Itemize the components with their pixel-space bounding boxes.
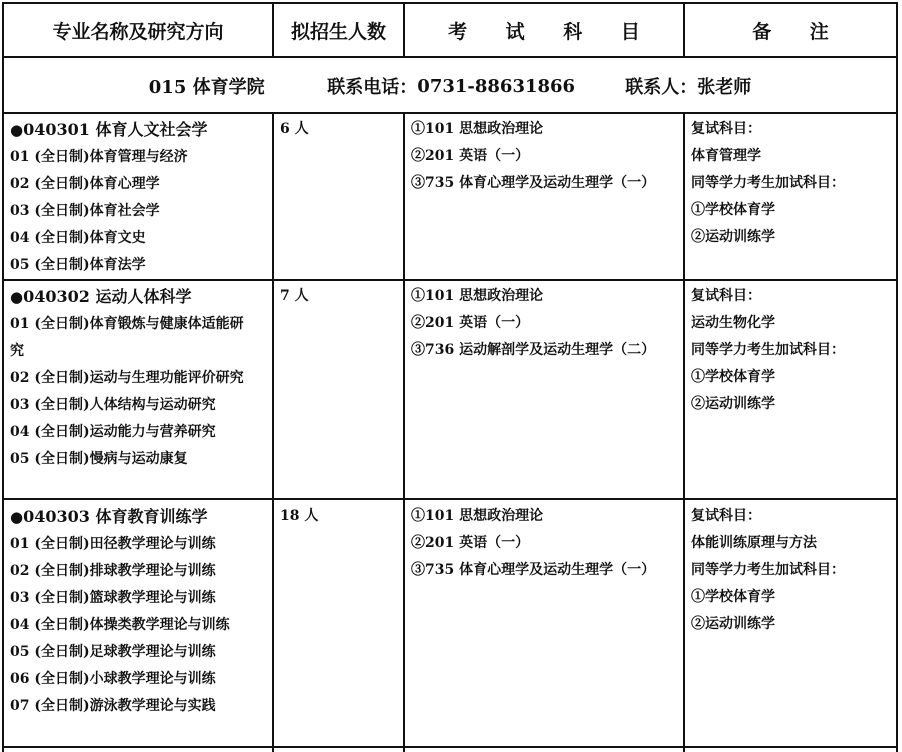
research-direction: 03 (全日制)人体结构与运动研究: [10, 397, 216, 413]
table-divider-header: [2, 56, 898, 58]
header-exam: 考 试 科 目: [448, 20, 656, 43]
quota-value: 7 人: [280, 288, 309, 304]
research-direction: 01 (全日制)体育锻炼与健康体适能研: [10, 316, 244, 332]
note-line: ②运动训练学: [691, 229, 775, 245]
research-direction: 05 (全日制)足球教学理论与训练: [10, 644, 216, 660]
note-line: 体能训练原理与方法: [691, 535, 817, 551]
contact-name: 张老师: [697, 77, 752, 98]
quota-value: 6 人: [280, 121, 309, 137]
exam-subject: ②201 英语（一）: [411, 535, 530, 551]
phone-number: 0731-88631866: [417, 75, 576, 97]
table-divider-department: [2, 112, 898, 114]
row-1-quota: [280, 116, 309, 143]
note-line: ①学校体育学: [691, 202, 775, 218]
header-major: 专业名称及研究方向: [52, 20, 224, 43]
row-3-major-title: [10, 503, 272, 531]
header-notes: 备 注: [752, 20, 845, 43]
table-border-right: [896, 2, 898, 752]
header-quota: 拟招生人数: [290, 20, 386, 43]
note-line: 复试科目：: [691, 288, 761, 304]
note-line: 同等学力考生加试科目：: [691, 562, 845, 578]
exam-subject: ②201 英语（一）: [411, 315, 530, 331]
note-line: 运动生物化学: [691, 315, 775, 331]
major-code: 040302: [23, 287, 90, 306]
exam-subject: ③735 体育心理学及运动生理学（一）: [411, 175, 656, 191]
research-direction: 02 (全日制)运动与生理功能评价研究: [10, 370, 244, 386]
exam-subject: ③736 运动解剖学及运动生理学（二）: [411, 342, 656, 358]
note-line: ①学校体育学: [691, 589, 775, 605]
column-divider-3-body: [683, 112, 685, 752]
row-1-major-title: [10, 116, 272, 144]
exam-subject: ①101 思想政治理论: [411, 508, 544, 524]
note-line: 同等学力考生加试科目：: [691, 342, 845, 358]
table-divider-row-3: [2, 746, 898, 748]
column-divider-2-body: [403, 112, 405, 752]
research-direction: 02 (全日制)体育心理学: [10, 176, 160, 192]
exam-subject: ①101 思想政治理论: [411, 121, 544, 137]
research-direction: 06 (全日制)小球教学理论与训练: [10, 671, 216, 687]
column-divider-1-body: [272, 112, 274, 752]
research-direction: 05 (全日制)体育法学: [10, 257, 146, 273]
row-2-quota: [280, 283, 309, 310]
note-line: ①学校体育学: [691, 369, 775, 385]
note-line: 复试科目：: [691, 508, 761, 524]
row-2-exam-cell: [411, 283, 655, 364]
note-line: ②运动训练学: [691, 616, 775, 632]
research-direction: 04 (全日制)体育文史: [10, 230, 146, 246]
research-direction: 04 (全日制)体操类教学理论与训练: [10, 617, 230, 633]
major-name: 体育教育训练学: [95, 507, 208, 526]
row-3-notes-cell: [691, 503, 845, 638]
exam-subject: ③735 体育心理学及运动生理学（一）: [411, 562, 656, 578]
research-direction: 03 (全日制)篮球教学理论与训练: [10, 590, 216, 606]
row-3-quota: [280, 503, 318, 530]
row-2-notes-cell: [691, 283, 845, 418]
research-direction: 03 (全日制)体育社会学: [10, 203, 160, 219]
note-line: 体育管理学: [691, 148, 761, 164]
table-divider-row-1: [2, 279, 898, 281]
research-direction: 01 (全日制)体育管理与经济: [10, 149, 188, 165]
row-1-major-cell: [10, 116, 272, 279]
note-line: 同等学力考生加试科目：: [691, 175, 845, 191]
bullet-icon: ●: [10, 508, 24, 526]
note-line: ②运动训练学: [691, 396, 775, 412]
phone-label: 联系电话：: [327, 77, 418, 98]
research-direction: 02 (全日制)排球教学理论与训练: [10, 563, 216, 579]
row-3-major-cell: [10, 503, 272, 720]
research-direction: 04 (全日制)运动能力与营养研究: [10, 424, 216, 440]
research-direction: 究: [10, 343, 24, 359]
research-direction: 05 (全日制)慢病与运动康复: [10, 451, 188, 467]
major-code: 040301: [23, 120, 90, 139]
bullet-icon: ●: [10, 288, 24, 306]
row-3-exam-cell: [411, 503, 655, 584]
research-direction: 01 (全日制)田径教学理论与训练: [10, 536, 216, 552]
bullet-icon: ●: [10, 121, 24, 139]
note-line: 复试科目：: [691, 121, 761, 137]
contact-label: 联系人：: [625, 77, 698, 98]
major-name: 体育人文社会学: [95, 120, 208, 139]
department-row: [4, 60, 896, 112]
table-divider-row-2: [2, 498, 898, 500]
row-1-notes-cell: [691, 116, 845, 251]
row-2-major-title: [10, 283, 272, 311]
department-name: 015 体育学院: [148, 77, 265, 98]
exam-subject: ②201 英语（一）: [411, 148, 530, 164]
quota-value: 18 人: [280, 508, 319, 524]
major-code: 040303: [23, 507, 90, 526]
row-1-exam-cell: [411, 116, 655, 197]
row-2-major-cell: [10, 283, 272, 473]
table-border-left: [2, 2, 4, 752]
major-name: 运动人体科学: [95, 287, 192, 306]
exam-subject: ①101 思想政治理论: [411, 288, 544, 304]
research-direction: 07 (全日制)游泳教学理论与实践: [10, 698, 216, 714]
